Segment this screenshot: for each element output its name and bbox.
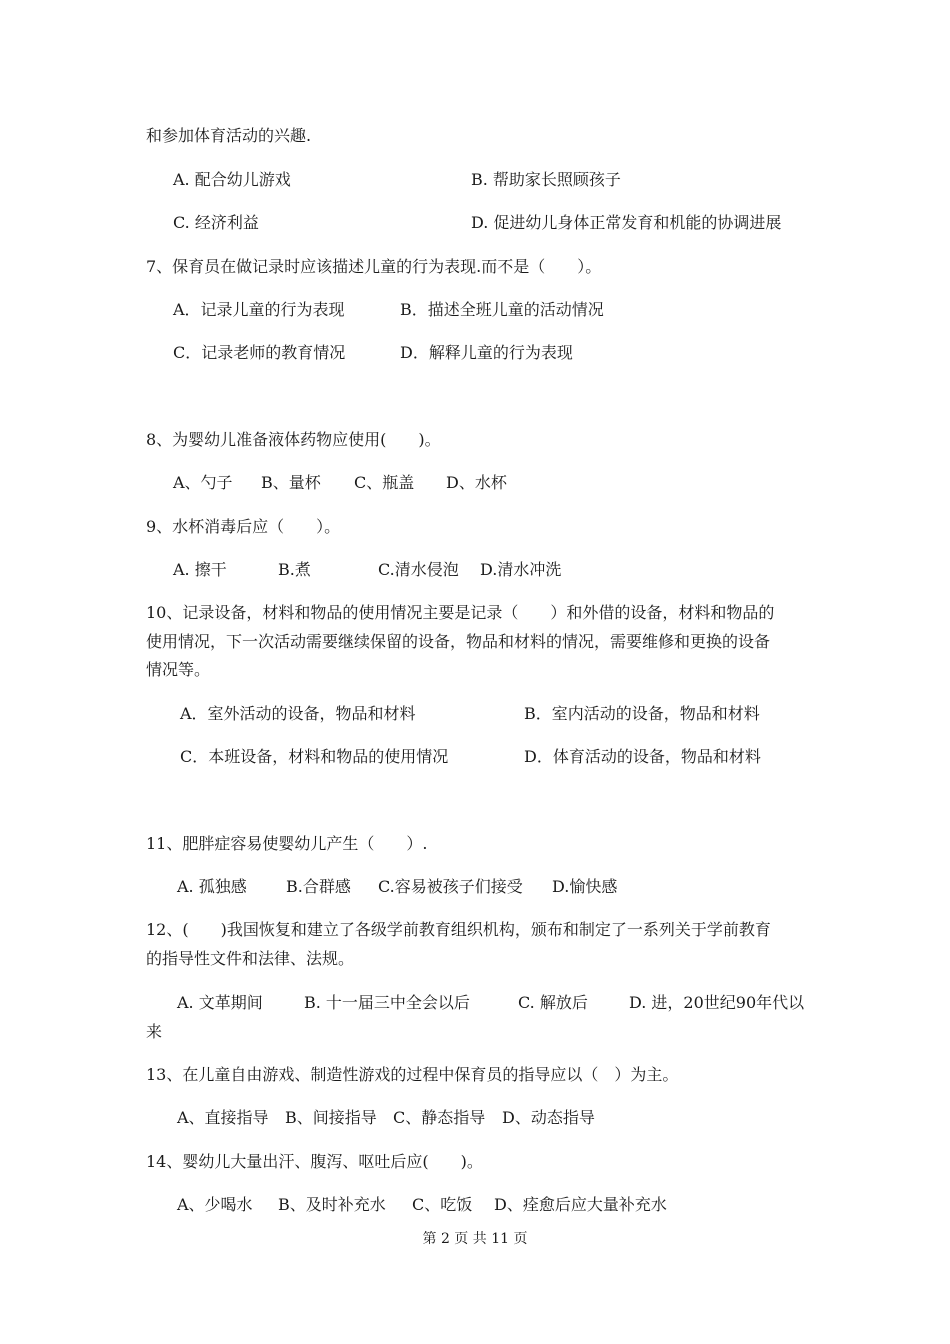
- q14-option-c: C、吃饭: [412, 1195, 473, 1214]
- q12-option-c: C. 解放后: [518, 993, 588, 1012]
- q14-option-d: D、痊愈后应大量补充水: [494, 1195, 667, 1214]
- q11-stem: 11、肥胖症容易使婴幼儿产生（ ）.: [146, 834, 428, 853]
- q12-option-d-continuation: 来: [146, 1022, 163, 1041]
- q8-option-a: A、勺子: [173, 473, 233, 492]
- q12-stem-line1: 12、( )我国恢复和建立了各级学前教育组织机构，颁布和制定了一系列关于学前教育: [146, 920, 771, 939]
- continuation-text: 和参加体育活动的兴趣.: [146, 126, 312, 145]
- q10-option-d: D．体育活动的设备，物品和材料: [524, 747, 761, 766]
- q6-option-a: A. 配合幼儿游戏: [173, 170, 291, 189]
- q7-stem: 7、保育员在做记录时应该描述儿童的行为表现.而不是（ ）。: [146, 257, 602, 276]
- q13-option-a: A、直接指导: [177, 1108, 269, 1127]
- q11-option-a: A. 孤独感: [177, 877, 247, 896]
- q10-option-c: C．本班设备，材料和物品的使用情况: [180, 747, 449, 766]
- q9-option-a: A. 擦干: [173, 560, 227, 579]
- q9-option-d: D.清水冲洗: [480, 560, 562, 579]
- q13-option-c: C、静态指导: [393, 1108, 486, 1127]
- q6-option-c: C. 经济利益: [173, 213, 259, 232]
- q7-option-a: A．记录儿童的行为表现: [173, 300, 345, 319]
- q14-option-b: B、及时补充水: [278, 1195, 386, 1214]
- q10-option-a: A．室外活动的设备，物品和材料: [180, 704, 416, 723]
- q10-stem-line3: 情况等。: [146, 660, 211, 679]
- page-footer: 第 2 页 共 11 页: [422, 1231, 528, 1247]
- q6-option-b: B. 帮助家长照顾孩子: [471, 170, 621, 189]
- q13-stem: 13、在儿童自由游戏、制造性游戏的过程中保育员的指导应以（ ）为主。: [146, 1065, 679, 1084]
- q14-option-a: A、少喝水: [177, 1195, 253, 1214]
- q13-option-d: D、动态指导: [502, 1108, 595, 1127]
- q8-option-c: C、瓶盖: [354, 473, 415, 492]
- q7-option-d: D．解释儿童的行为表现: [400, 343, 573, 362]
- q9-option-c: C.清水侵泡: [378, 560, 459, 579]
- q11-option-c: C.容易被孩子们接受: [378, 877, 523, 896]
- q12-stem-line2: 的指导性文件和法律、法规。: [146, 949, 355, 968]
- q8-stem: 8、为婴幼儿准备液体药物应使用( )。: [146, 430, 441, 449]
- q10-stem-line2: 使用情况，下一次活动需要继续保留的设备，物品和材料的情况，需要维修和更换的设备: [146, 632, 771, 651]
- q11-option-b: B.合群感: [286, 877, 351, 896]
- q6-option-d: D. 促进幼儿身体正常发育和机能的协调进展: [471, 213, 782, 232]
- q11-option-d: D.愉快感: [552, 877, 618, 896]
- q7-option-c: C．记录老师的教育情况: [173, 343, 346, 362]
- q12-option-a: A. 文革期间: [177, 993, 263, 1012]
- q10-stem-line1: 10、记录设备，材料和物品的使用情况主要是记录（ ）和外借的设备，材料和物品的: [146, 603, 775, 622]
- q8-option-b: B、量杯: [261, 473, 321, 492]
- q13-option-b: B、间接指导: [285, 1108, 377, 1127]
- q14-stem: 14、婴幼儿大量出汗、腹泻、呕吐后应( )。: [146, 1152, 483, 1171]
- q9-stem: 9、水杯消毒后应（ ）。: [146, 517, 341, 536]
- q7-option-b: B．描述全班儿童的活动情况: [400, 300, 604, 319]
- q9-option-b: B.煮: [278, 560, 311, 579]
- q12-option-d: D. 进，20世纪90年代以: [629, 993, 805, 1012]
- q10-option-b: B．室内活动的设备，物品和材料: [524, 704, 760, 723]
- q12-option-b: B. 十一届三中全会以后: [304, 993, 470, 1012]
- q8-option-d: D、水杯: [446, 473, 507, 492]
